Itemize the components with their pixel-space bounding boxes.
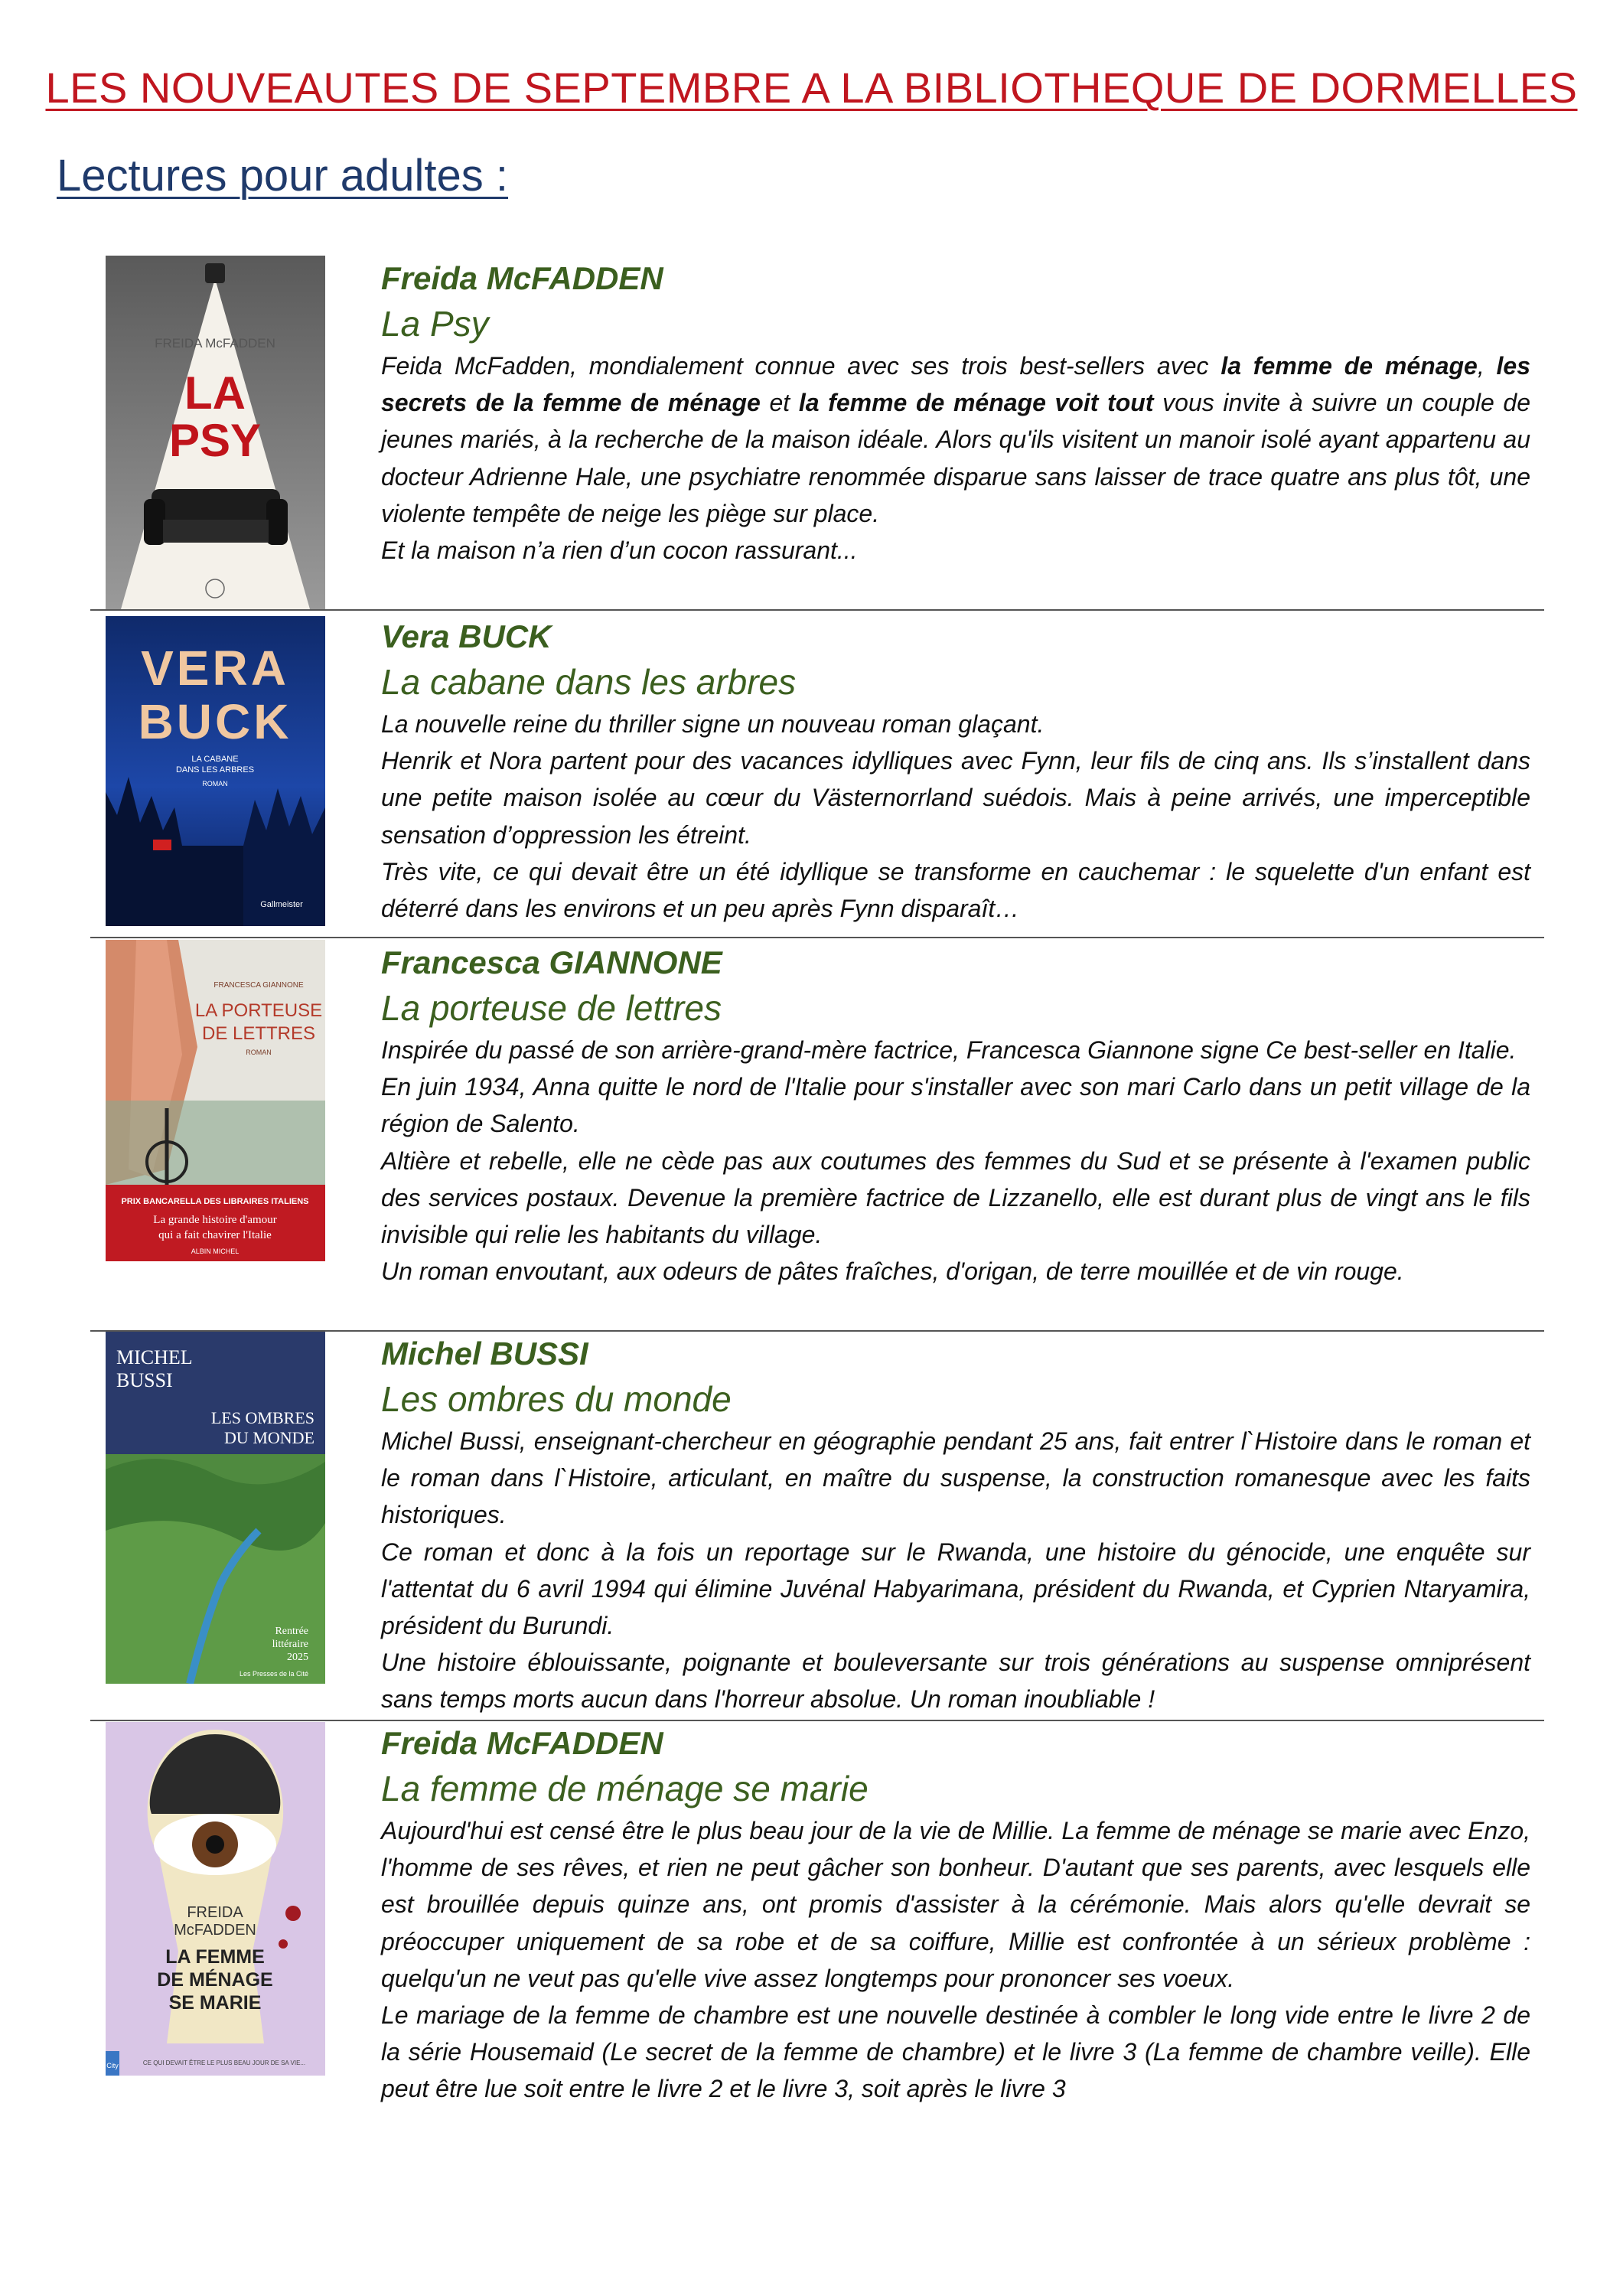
svg-text:LA: LA — [184, 367, 246, 419]
book-cover-la-porteuse — [106, 940, 325, 1261]
svg-text:PSY: PSY — [168, 415, 262, 466]
svg-text:McFADDEN: McFADDEN — [174, 1922, 256, 1939]
book-description: Michel Bussi, enseignant-chercheur en géographie pendant 25 ans, fait entrer l`Histoire dans le roman et le roman dans l`Histoire, articulant, en maître du suspense, la construction romanesque avec les faits historiques. Ce roman et donc à la fois un reportage sur le Rwanda, une histoire du génocide, une enquête sur l'attentat du 6 avril 1994 qui élimine Juvénal Habyarimana, président du Rwanda, et Cyprien Ntaryamira, président du Burundi. Une histoire éblouissante, poignante et bouleversante sur trois générations au suspense omniprésent sans temps morts aucun dans l'horreur absolue. Un roman inoubliable ! — [381, 1427, 1530, 1714]
book-author: Michel BUSSI — [381, 1336, 588, 1371]
svg-text:MICHEL: MICHEL — [116, 1346, 193, 1368]
book-cover-la-psy — [106, 256, 325, 609]
svg-text:ROMAN: ROMAN — [202, 780, 228, 788]
svg-text:BUCK: BUCK — [138, 694, 292, 749]
divider — [90, 937, 1544, 938]
book-entry-1 — [381, 257, 1530, 569]
svg-text:LES OMBRES: LES OMBRES — [210, 1408, 314, 1427]
svg-text:2025: 2025 — [287, 1652, 308, 1663]
svg-text:ALBIN MICHEL: ALBIN MICHEL — [191, 1247, 240, 1255]
divider — [90, 609, 1544, 611]
svg-text:VERA: VERA — [141, 641, 289, 696]
svg-text:DANS LES ARBRES: DANS LES ARBRES — [175, 765, 255, 775]
svg-text:DE MÉNAGE: DE MÉNAGE — [157, 1969, 273, 1991]
section-title: Lectures pour adultes : — [57, 151, 509, 201]
book-entry-5 — [381, 1722, 1530, 2108]
svg-text:Les Presses de la Cité: Les Presses de la Cité — [239, 1670, 308, 1678]
book-author: Freida McFADDEN — [381, 260, 663, 296]
book-entry-4 — [381, 1332, 1530, 1718]
book-cover-la-cabane — [106, 616, 325, 926]
svg-text:LA PORTEUSE: LA PORTEUSE — [194, 1000, 323, 1021]
svg-text:FRANCESCA GIANNONE: FRANCESCA GIANNONE — [213, 981, 304, 990]
book-cover-les-ombres — [106, 1332, 325, 1684]
book-author: Francesca GIANNONE — [381, 944, 722, 980]
cover-author-1: FREIDA McFADDEN — [155, 336, 275, 351]
book-title: La femme de ménage se marie — [381, 1769, 869, 1808]
svg-text:City: City — [106, 2062, 119, 2069]
book-description: Aujourd'hui est censé être le plus beau jour de la vie de Millie. La femme de ménage se marie avec Enzo, l'homme de ses rêves, et rien ne peut gâcher son bonheur. D'autant que ses parents, avec lesquels elle est brouillée depuis quinze ans, ont promis d'assister à la cérémonie. Mais alors qu'elle devrait se préoccuper uniquement de sa robe et de sa coiffure, Millie est confrontée à un sérieux problème : quelqu'un ne veut pas qu'elle vive assez longtemps pour prononcer ses voeux. Le mariage de la femme de chambre est une nouvelle destinée à combler le long vide entre le livre 2 de la série Housemaid (Le secret de la femme de chambre) et le livre 3 (La femme de chambre veille). Elle peut être lue soit entre le livre 2 et le livre 3, soit après le livre 3 — [381, 1817, 1530, 2103]
svg-text:CE QUI DEVAIT ÊTRE LE PLUS BEA: CE QUI DEVAIT ÊTRE LE PLUS BEAU JOUR DE SA VIE... — [142, 2060, 306, 2066]
svg-text:ROMAN: ROMAN — [246, 1049, 272, 1056]
divider — [90, 1720, 1544, 1721]
svg-text:Gallmeister: Gallmeister — [260, 900, 303, 909]
book-description: La nouvelle reine du thriller signe un nouveau roman glaçant. Henrik et Nora partent pour des vacances idylliques avec Fynn, leur fils de cinq ans. Ils s’installent dans une petite maison isolée au cœur du Västernorrland suédois. Mais à peine arrivés, une imperceptible sensation d’oppression les étreint. Très vite, ce qui devait être un été idyllique se transforme en cauchemar : le squelette d'un enfant est déterré dans les environs et un peu après Fynn disparaît… — [381, 710, 1530, 923]
svg-text:PRIX BANCARELLA DES LIBRAIRES: PRIX BANCARELLA DES LIBRAIRES ITALIENS — [121, 1197, 309, 1206]
svg-text:SE MARIE: SE MARIE — [168, 1992, 262, 2014]
book-cover-femme-de-menage-se-marie — [106, 1722, 325, 2076]
svg-text:qui a fait chavirer l'Italie: qui a fait chavirer l'Italie — [158, 1229, 272, 1241]
book-title: La cabane dans les arbres — [381, 662, 797, 702]
svg-text:FREIDA: FREIDA — [187, 1904, 243, 1921]
book-description: Inspirée du passé de son arrière-grand-mère factrice, Francesca Giannone signe Ce best-seller en Italie. En juin 1934, Anna quitte le nord de l'Italie pour s'installer avec son mari Carlo dans un petit village de la région de Salento. Altière et rebelle, elle ne cède pas aux coutumes des femmes du Sud et se présente à l'examen public des services postaux. Devenue la première factrice de Lizzanello, elle est durant plus de vingt ans le fils invisible qui relie les habitants du village. Un roman envoutant, aux odeurs de pâtes fraîches, d'origan, de terre mouillée et de vin rouge. — [381, 1036, 1530, 1286]
svg-text:DE LETTRES: DE LETTRES — [201, 1023, 316, 1044]
book-entry-3 — [381, 941, 1530, 1290]
book-author: Vera BUCK — [381, 618, 552, 654]
book-title: La porteuse de lettres — [381, 988, 722, 1028]
book-description: Feida McFadden, mondialement connue avec ses trois best-sellers avec la femme de ménage, les secrets de la femme de ménage et la femme de ménage voit tout vous invite à suivre un couple de jeunes mariés, à la recherche de la maison idéale. Alors qu'ils visitent un manoir isolé ayant appartenu au docteur Adrienne Hale, une psychiatre renommée disparue sans laisser de trace quatre ans plus tôt, une violente tempête de neige les piège sur place. Et la maison n’a rien d’un cocon rassurant... — [381, 352, 1531, 565]
svg-text:DU MONDE: DU MONDE — [224, 1428, 314, 1447]
book-author: Freida McFADDEN — [381, 1725, 663, 1761]
book-title: La Psy — [381, 304, 489, 344]
svg-text:LA FEMME: LA FEMME — [165, 1946, 265, 1968]
svg-text:littéraire: littéraire — [272, 1639, 308, 1650]
svg-text:Rentrée: Rentrée — [275, 1626, 308, 1637]
svg-text:LA CABANE: LA CABANE — [191, 755, 239, 764]
svg-text:BUSSI: BUSSI — [116, 1369, 173, 1391]
svg-text:La grande histoire d'amour: La grande histoire d'amour — [153, 1214, 277, 1226]
book-entry-2 — [381, 615, 1530, 927]
book-title: Les ombres du monde — [381, 1379, 732, 1419]
page-title: LES NOUVEAUTES DE SEPTEMBRE A LA BIBLIOTHEQUE DE DORMELLES — [45, 64, 1578, 112]
